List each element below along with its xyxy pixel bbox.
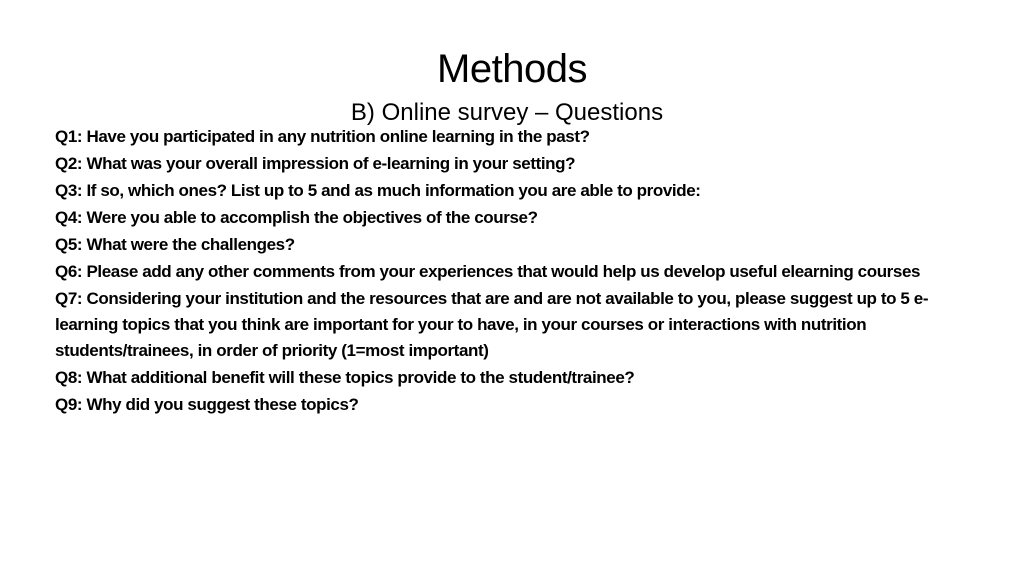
slide-title: Methods	[437, 46, 587, 91]
question-q9: Q9: Why did you suggest these topics?	[55, 395, 359, 414]
question-q5: Q5: What were the challenges?	[55, 235, 295, 254]
question-q1: Q1: Have you participated in any nutrition online learning in the past?	[55, 127, 590, 146]
question-q2: Q2: What was your overall impression of e-learning in your setting?	[55, 154, 576, 173]
question-q6: Q6: Please add any other comments from your experiences that would help us develop useful elearning courses	[55, 262, 921, 281]
question-q3: Q3: If so, which ones? List up to 5 and as much information you are able to provide:	[55, 181, 701, 200]
question-q4: Q4: Were you able to accomplish the objectives of the course?	[55, 208, 538, 227]
question-q8: Q8: What additional benefit will these topics provide to the student/trainee?	[55, 368, 635, 387]
slide-subtitle: B) Online survey – Questions	[350, 98, 664, 126]
question-q7: Q7: Considering your institution and the resources that are and are not available to you, please suggest up to 5 e-learning topics that you think are important for your to have, in your courses or interactions with nutrition students/trainees, in order of priority (1=most important)	[55, 289, 929, 360]
survey-questions-list	[55, 124, 990, 419]
